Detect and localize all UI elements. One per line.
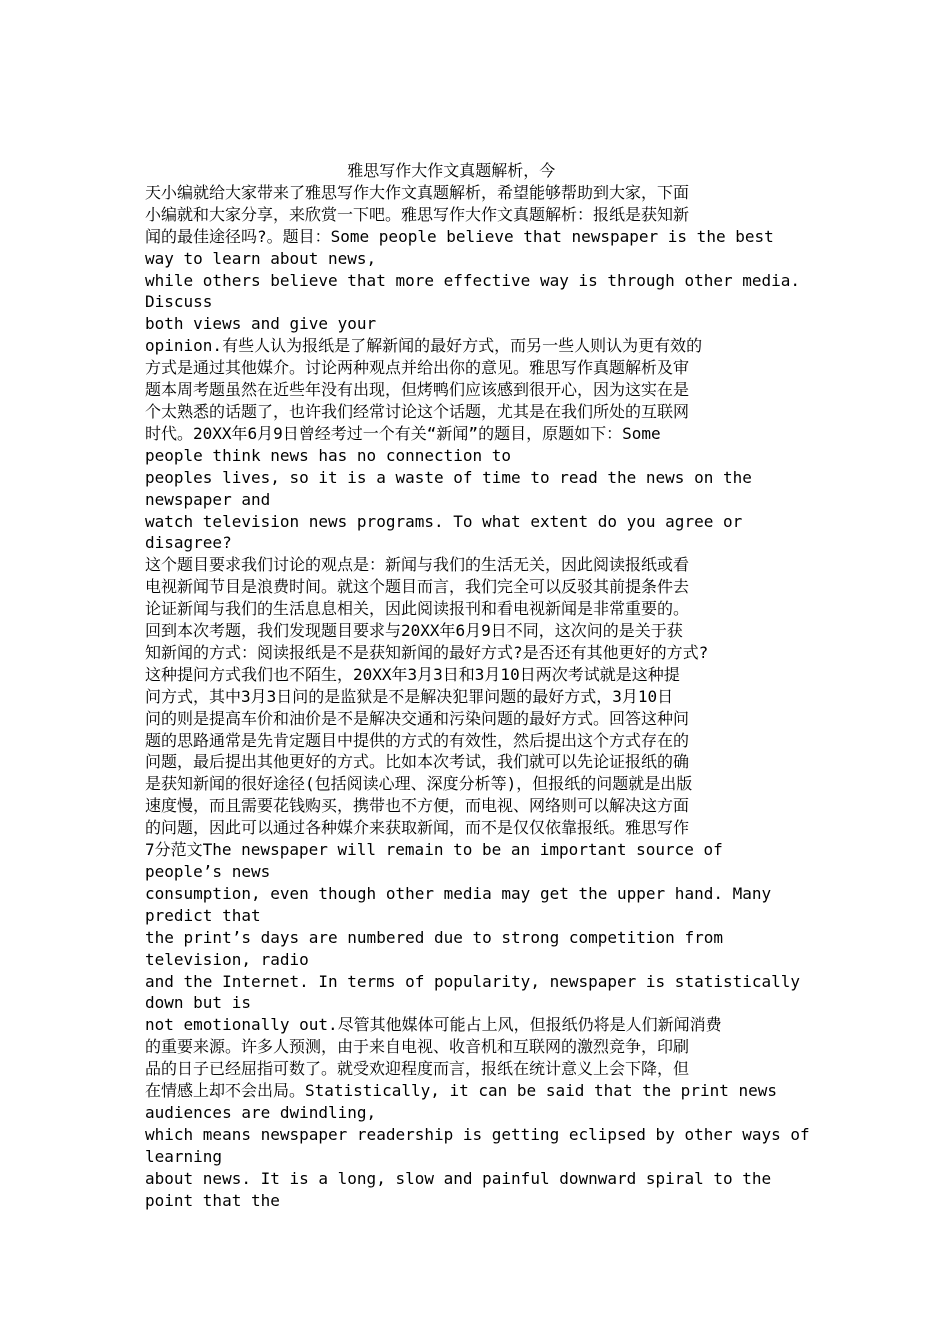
text-line: 雅思写作大作文真题解析，今 — [145, 161, 556, 180]
text-line: 问的则是提高车价和油价是不是解决交通和污染问题的最好方式。回答这种问 — [145, 708, 690, 728]
text-line: people’s news — [145, 862, 271, 881]
text-line: 回到本次考题，我们发现题目要求与20XX年6月9日不同，这次问的是关于获 — [145, 621, 683, 641]
text-line: 电视新闻节目是浪费时间。就这个题目而言，我们完全可以反驳其前提条件去 — [145, 577, 690, 597]
text-line: watch television news programs. To what extent do you agree or — [145, 511, 743, 531]
text-line: audiences are dwindling, — [145, 1102, 377, 1122]
text-line: while others believe that more effective way is through other media. — [145, 270, 801, 290]
text-line: 7分范文The newspaper will remain to be an important source of — [145, 840, 723, 860]
text-line: down but is — [145, 993, 251, 1013]
text-line: 小编就和大家分享，来欣赏一下吧。雅思写作大作文真题解析：报纸是获知新 — [145, 204, 690, 224]
text-line: 时代。20XX年6月9日曾经考过一个有关“新闻”的题目，原题如下：Some — [145, 423, 661, 443]
text-line: 论证新闻与我们的生活息息相关，因此阅读报刊和看电视新闻是非常重要的。 — [145, 599, 690, 619]
text-line: 这种提问方式我们也不陌生，20XX年3月3日和3月10日两次考试就是这种提 — [145, 664, 680, 684]
text-line: way to learn about news, — [145, 248, 377, 268]
text-line: 题本周考题虽然在近些年没有出现，但烤鸭们应该感到很开心，因为这实在是 — [145, 380, 690, 400]
text-line: not emotionally out.尽管其他媒体可能占上风，但报纸仍将是人们新闻消费 — [145, 1015, 722, 1035]
text-line: the print’s days are numbered due to strong competition from — [145, 927, 723, 947]
text-line: 知新闻的方式：阅读报纸是不是获知新闻的最好方式?是否还有其他更好的方式? — [145, 642, 709, 662]
text-line: 题的思路通常是先肯定题目中提供的方式的有效性，然后提出这个方式存在的 — [145, 730, 690, 750]
text-line: 天小编就给大家带来了雅思写作大作文真题解析，希望能够帮助到大家，下面 — [145, 182, 690, 202]
text-line: and the Internet. In terms of popularity, newspaper is statistically — [145, 971, 801, 991]
text-line: opinion.有些人认为报纸是了解新闻的最好方式，而另一些人则认为更有效的 — [145, 336, 703, 356]
text-line: learning — [145, 1146, 223, 1166]
text-line: peoples lives, so it is a waste of time to read the news on the — [145, 467, 752, 487]
text-line: which means newspaper readership is getting eclipsed by other ways of — [145, 1124, 810, 1144]
text-line: 这个题目要求我们讨论的观点是：新闻与我们的生活无关，因此阅读报纸或看 — [145, 555, 690, 575]
text-line: 问题，最后提出其他更好的方式。比如本次考试，我们就可以先论证报纸的确 — [145, 752, 690, 772]
text-line: 速度慢，而且需要花钱购买，携带也不方便，而电视、网络则可以解决这方面 — [145, 796, 690, 816]
text-line: 是获知新闻的很好途径(包括阅读心理、深度分析等)，但报纸的问题就是出版 — [145, 774, 693, 794]
text-line: people think news has no connection to — [145, 445, 512, 465]
text-line: 个太熟悉的话题了，也许我们经常讨论这个话题，尤其是在我们所处的互联网 — [145, 401, 690, 421]
text-line: 问方式，其中3月3日问的是监狱是不是解决犯罪问题的最好方式，3月10日 — [145, 686, 674, 706]
text-line: 闻的最佳途径吗?。题目：Some people believe that newspaper is the best — [145, 226, 774, 246]
text-line: point that the — [145, 1190, 280, 1210]
text-line: 在情感上却不会出局。Statistically, it can be said that the print news — [145, 1081, 778, 1101]
text-line: 的重要来源。许多人预测，由于来自电视、收音机和互联网的激烈竞争，印刷 — [145, 1037, 690, 1057]
text-line: predict that — [145, 905, 261, 925]
text-line: 的问题，因此可以通过各种媒介来获取新闻，而不是仅仅依靠报纸。雅思写作 — [145, 818, 690, 838]
text-line: 品的日子已经屈指可数了。就受欢迎程度而言，报纸在统计意义上会下降，但 — [145, 1059, 690, 1079]
text-line: Discuss — [145, 292, 213, 312]
text-line: both views and give your — [145, 314, 377, 334]
document-body — [145, 160, 815, 1212]
text-line: disagree? — [145, 533, 232, 553]
text-line: consumption, even though other media may get the upper hand. Many — [145, 883, 772, 903]
text-line: newspaper and — [145, 489, 271, 509]
text-line: about news. It is a long, slow and painful downward spiral to the — [145, 1168, 772, 1188]
text-line: 方式是通过其他媒介。讨论两种观点并给出你的意见。雅思写作真题解析及审 — [145, 358, 690, 378]
text-line: television, radio — [145, 949, 309, 969]
